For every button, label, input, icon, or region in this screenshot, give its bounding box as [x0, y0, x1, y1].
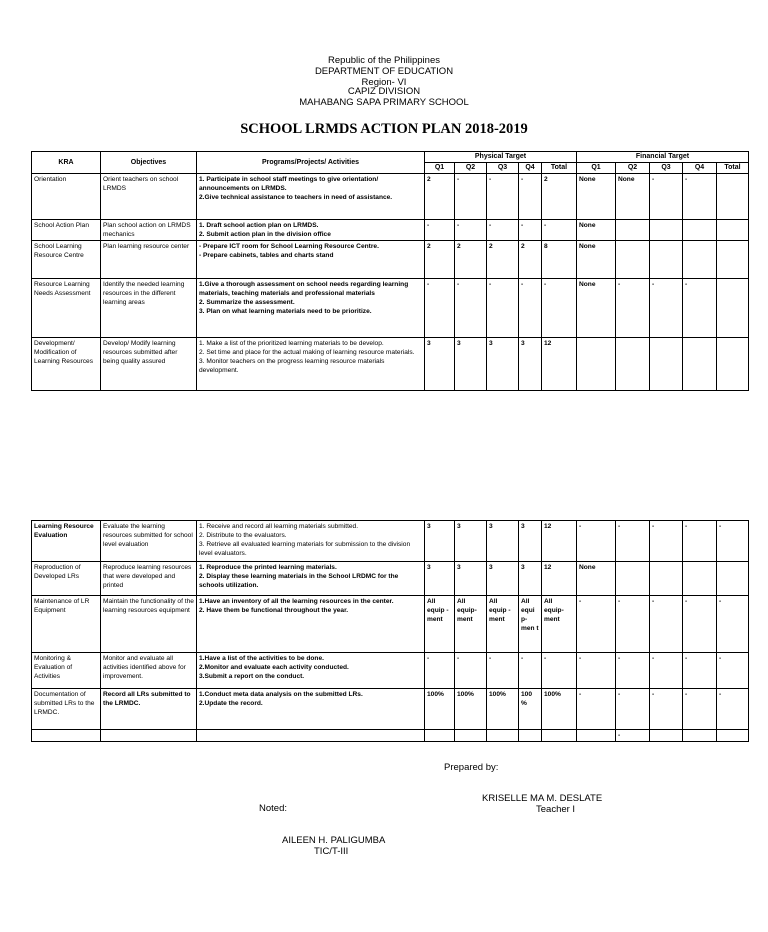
physical-target-cell: 12: [542, 338, 577, 391]
kra-cell: [32, 730, 101, 742]
objectives-cell: Reproduce learning resources that were developed and printed: [101, 562, 197, 596]
noter-title: TIC/T-III: [314, 846, 349, 857]
program-item: 1. Draft school action plan on LRMDS.: [199, 222, 319, 229]
header-school: MAHABANG SAPA PRIMARY SCHOOL: [299, 97, 469, 108]
physical-target-cell: [519, 730, 542, 742]
physical-target-cell: All equip - ment: [487, 596, 519, 653]
physical-target-cell: [542, 730, 577, 742]
financial-target-cell: None: [616, 174, 650, 220]
programs-cell: [197, 730, 425, 742]
kra-cell: Monitoring & Evaluation of Activities: [32, 653, 101, 689]
preparer-title: Teacher I: [536, 804, 576, 815]
table-row: [32, 562, 749, 596]
table-row: [32, 730, 749, 742]
physical-target-cell: 12: [542, 562, 577, 596]
table-row: [32, 596, 749, 653]
financial-target-cell: [683, 562, 717, 596]
physical-target-cell: 2: [455, 241, 487, 279]
objectives-cell: Plan school action on LRMDS mechanics: [101, 220, 197, 241]
physical-target-cell: -: [487, 220, 519, 241]
program-item: 1.Have an inventory of all the learning resources in the center.: [199, 598, 394, 605]
program-item: - Prepare ICT room for School Learning Resource Centre.: [199, 243, 379, 250]
financial-target-cell: [650, 562, 683, 596]
financial-target-cell: [717, 220, 749, 241]
program-item: 2. Distribute to the evaluators.: [199, 532, 287, 539]
physical-target-cell: All equip- ment: [455, 596, 487, 653]
table-row: [32, 338, 749, 391]
financial-target-cell: -: [683, 279, 717, 338]
programs-cell: [197, 174, 425, 220]
physical-target-cell: 3: [519, 338, 542, 391]
action-plan-table-part2: [31, 520, 749, 742]
physical-target-cell: -: [542, 279, 577, 338]
program-item: 1. Reproduce the printed learning materials.: [199, 564, 337, 571]
kra-cell: Maintenance of LR Equipment: [32, 596, 101, 653]
financial-target-cell: -: [650, 521, 683, 562]
objectives-cell: Orient teachers on school LRMDS: [101, 174, 197, 220]
financial-target-cell: -: [683, 521, 717, 562]
program-item: 3. Plan on what learning materials need to be prioritize.: [199, 308, 372, 315]
programs-cell: [197, 338, 425, 391]
financial-target-cell: [577, 338, 616, 391]
financial-target-cell: None: [577, 279, 616, 338]
physical-target-cell: -: [455, 220, 487, 241]
physical-target-cell: 3: [487, 338, 519, 391]
table-row: [32, 220, 749, 241]
financial-target-cell: -: [717, 689, 749, 730]
programs-cell: [197, 241, 425, 279]
physical-target-cell: -: [455, 174, 487, 220]
financial-target-cell: -: [717, 596, 749, 653]
financial-target-cell: [650, 338, 683, 391]
physical-target-cell: 3: [455, 521, 487, 562]
financial-target-cell: None: [577, 220, 616, 241]
program-item: 1. Participate in school staff meetings to give orientation/ announcements on LRMDS.: [199, 176, 379, 192]
program-item: 2. Submit action plan in the division office: [199, 231, 331, 238]
physical-target-cell: -: [455, 279, 487, 338]
kra-cell: Documentation of submitted LRs to the LRMDC.: [32, 689, 101, 730]
physical-target-cell: -: [487, 279, 519, 338]
programs-cell: [197, 653, 425, 689]
objectives-cell: Maintain the functionality of the learning resources equipment: [101, 596, 197, 653]
financial-target-cell: -: [616, 689, 650, 730]
program-item: 1. Make a list of the prioritized learning materials to be develop.: [199, 340, 384, 347]
financial-target-cell: -: [717, 521, 749, 562]
financial-target-cell: -: [616, 521, 650, 562]
objectives-cell: Plan learning resource center: [101, 241, 197, 279]
programs-cell: [197, 562, 425, 596]
physical-target-cell: 3: [519, 521, 542, 562]
physical-target-cell: [425, 730, 455, 742]
physical-target-cell: -: [519, 174, 542, 220]
financial-q3-header: Q3: [650, 163, 683, 174]
financial-target-cell: None: [577, 174, 616, 220]
table-row: [32, 653, 749, 689]
physical-total-header: Total: [542, 163, 577, 174]
physical-target-cell: 3: [425, 562, 455, 596]
financial-target-cell: [683, 241, 717, 279]
kra-cell: School Action Plan: [32, 220, 101, 241]
prepared-by-label: Prepared by:: [444, 762, 499, 773]
physical-q1-header: Q1: [425, 163, 455, 174]
physical-target-cell: -: [487, 174, 519, 220]
kra-cell: School Learning Resource Centre: [32, 241, 101, 279]
financial-target-cell: [717, 174, 749, 220]
physical-target-cell: All equip - ment: [425, 596, 455, 653]
financial-target-cell: None: [577, 241, 616, 279]
program-item: 2. Summarize the assessment.: [199, 299, 295, 306]
financial-target-cell: [650, 241, 683, 279]
header-department: DEPARTMENT OF EDUCATION: [314, 66, 454, 77]
financial-total-header: Total: [717, 163, 749, 174]
physical-target-header: Physical Target: [425, 152, 577, 163]
kra-cell: Orientation: [32, 174, 101, 220]
financial-target-cell: [717, 730, 749, 742]
physical-target-cell: 2: [425, 241, 455, 279]
financial-target-cell: -: [683, 596, 717, 653]
kra-cell: Learning Resource Evaluation: [32, 521, 101, 562]
financial-target-cell: -: [683, 653, 717, 689]
programs-cell: [197, 279, 425, 338]
financial-target-cell: [616, 241, 650, 279]
physical-target-cell: 3: [519, 562, 542, 596]
financial-target-cell: [683, 220, 717, 241]
program-item: 2.Give technical assistance to teachers in need of assistance.: [199, 194, 393, 201]
financial-target-cell: [683, 730, 717, 742]
program-item: 3. Monitor teachers on the progress learning resource materials development.: [199, 358, 385, 374]
financial-target-header: Financial Target: [577, 152, 749, 163]
financial-q4-header: Q4: [683, 163, 717, 174]
table-row: [32, 279, 749, 338]
program-item: 1.Have a list of the activities to be done.: [199, 655, 324, 662]
physical-target-cell: 2: [519, 241, 542, 279]
physical-target-cell: -: [519, 279, 542, 338]
financial-target-cell: -: [650, 596, 683, 653]
financial-target-cell: [650, 730, 683, 742]
objectives-cell: Evaluate the learning resources submitted for school level evaluation: [101, 521, 197, 562]
kra-cell: Development/ Modification of Learning Resources: [32, 338, 101, 391]
physical-target-cell: 2: [425, 174, 455, 220]
financial-target-cell: None: [577, 562, 616, 596]
physical-target-cell: 100 %: [519, 689, 542, 730]
program-item: - Prepare cabinets, tables and charts stand: [199, 252, 334, 259]
financial-target-cell: -: [683, 174, 717, 220]
physical-target-cell: All equi p- men t: [519, 596, 542, 653]
physical-target-cell: -: [425, 653, 455, 689]
programs-header: Programs/Projects/ Activities: [197, 152, 425, 174]
financial-target-cell: [683, 338, 717, 391]
program-item: 1.Give a thorough assessment on school needs regarding learning materials, teaching materials and professional materials: [199, 281, 409, 297]
physical-target-cell: 100%: [542, 689, 577, 730]
objectives-cell: Record all LRs submitted to the LRMDC.: [101, 689, 197, 730]
table-row: [32, 689, 749, 730]
physical-target-cell: 3: [425, 521, 455, 562]
physical-target-cell: -: [455, 653, 487, 689]
financial-target-cell: -: [616, 730, 650, 742]
objectives-cell: [101, 730, 197, 742]
programs-cell: [197, 596, 425, 653]
kra-cell: Resource Learning Needs Assessment: [32, 279, 101, 338]
physical-target-cell: -: [542, 653, 577, 689]
physical-target-cell: 2: [487, 241, 519, 279]
objectives-header: Objectives: [101, 152, 197, 174]
financial-target-cell: -: [650, 174, 683, 220]
physical-target-cell: 3: [487, 521, 519, 562]
physical-target-cell: 3: [455, 338, 487, 391]
financial-target-cell: [577, 730, 616, 742]
table-row: [32, 241, 749, 279]
financial-target-cell: [616, 562, 650, 596]
physical-q2-header: Q2: [455, 163, 487, 174]
program-item: 1.Conduct meta data analysis on the submitted LRs.: [199, 691, 363, 698]
physical-target-cell: 3: [425, 338, 455, 391]
physical-target-cell: [455, 730, 487, 742]
program-item: 2. Set time and place for the actual making of learning resource materials.: [199, 349, 415, 356]
financial-q2-header: Q2: [616, 163, 650, 174]
physical-target-cell: 8: [542, 241, 577, 279]
physical-target-cell: 100%: [455, 689, 487, 730]
financial-target-cell: [616, 338, 650, 391]
financial-target-cell: -: [577, 689, 616, 730]
physical-target-cell: 2: [542, 174, 577, 220]
physical-target-cell: 12: [542, 521, 577, 562]
objectives-cell: Monitor and evaluate all activities identified above for improvement.: [101, 653, 197, 689]
financial-target-cell: -: [616, 653, 650, 689]
program-item: 2.Update the record.: [199, 700, 263, 707]
programs-cell: [197, 689, 425, 730]
physical-q4-header: Q4: [519, 163, 542, 174]
objectives-cell: Identify the needed learning resources in the different learning areas: [101, 279, 197, 338]
program-item: 1. Receive and record all learning materials submitted.: [199, 523, 359, 530]
physical-target-cell: 3: [487, 562, 519, 596]
preparer-name: KRISELLE MA M. DESLATE: [482, 793, 603, 804]
physical-target-cell: -: [487, 653, 519, 689]
financial-q1-header: Q1: [577, 163, 616, 174]
physical-q3-header: Q3: [487, 163, 519, 174]
financial-target-cell: -: [650, 653, 683, 689]
financial-target-cell: [717, 562, 749, 596]
document-title: SCHOOL LRMDS ACTION PLAN 2018-2019: [240, 121, 528, 137]
table-row: [32, 174, 749, 220]
financial-target-cell: -: [650, 279, 683, 338]
physical-target-cell: [487, 730, 519, 742]
financial-target-cell: [717, 241, 749, 279]
financial-target-cell: [717, 279, 749, 338]
financial-target-cell: -: [717, 653, 749, 689]
header-republic: Republic of the Philippines: [328, 55, 440, 66]
financial-target-cell: -: [650, 689, 683, 730]
kra-cell: Reproduction of Developed LRs: [32, 562, 101, 596]
programs-cell: [197, 220, 425, 241]
financial-target-cell: [717, 338, 749, 391]
program-item: 3. Retrieve all evaluated learning materials for submission to the division level evaluators.: [199, 541, 411, 557]
action-plan-table-part1: [31, 151, 749, 391]
physical-target-cell: -: [425, 279, 455, 338]
physical-target-cell: 3: [455, 562, 487, 596]
program-item: 2. Have them be functional throughout the year.: [199, 607, 349, 614]
physical-target-cell: -: [519, 220, 542, 241]
financial-target-cell: -: [616, 279, 650, 338]
kra-header: KRA: [32, 152, 101, 174]
physical-target-cell: 100%: [487, 689, 519, 730]
financial-target-cell: [650, 220, 683, 241]
financial-target-cell: [616, 220, 650, 241]
physical-target-cell: 100%: [425, 689, 455, 730]
header-region: Region- VI: [361, 77, 407, 88]
financial-target-cell: -: [577, 521, 616, 562]
noter-name: AILEEN H. PALIGUMBA: [282, 835, 386, 846]
financial-target-cell: -: [577, 596, 616, 653]
physical-target-cell: All equip- ment: [542, 596, 577, 653]
physical-target-cell: -: [542, 220, 577, 241]
objectives-cell: Develop/ Modify learning resources submitted after being quality assured: [101, 338, 197, 391]
financial-target-cell: -: [577, 653, 616, 689]
table-row: [32, 521, 749, 562]
programs-cell: [197, 521, 425, 562]
program-item: 2. Display these learning materials in the School LRDMC for the schools utilization.: [199, 573, 399, 589]
program-item: 3.Submit a report on the conduct.: [199, 673, 305, 680]
program-item: 2.Monitor and evaluate each activity conducted.: [199, 664, 349, 671]
financial-target-cell: -: [683, 689, 717, 730]
noted-label: Noted:: [259, 803, 287, 814]
financial-target-cell: -: [616, 596, 650, 653]
physical-target-cell: -: [519, 653, 542, 689]
physical-target-cell: -: [425, 220, 455, 241]
header-division: CAPIZ DIVISION: [347, 86, 421, 97]
